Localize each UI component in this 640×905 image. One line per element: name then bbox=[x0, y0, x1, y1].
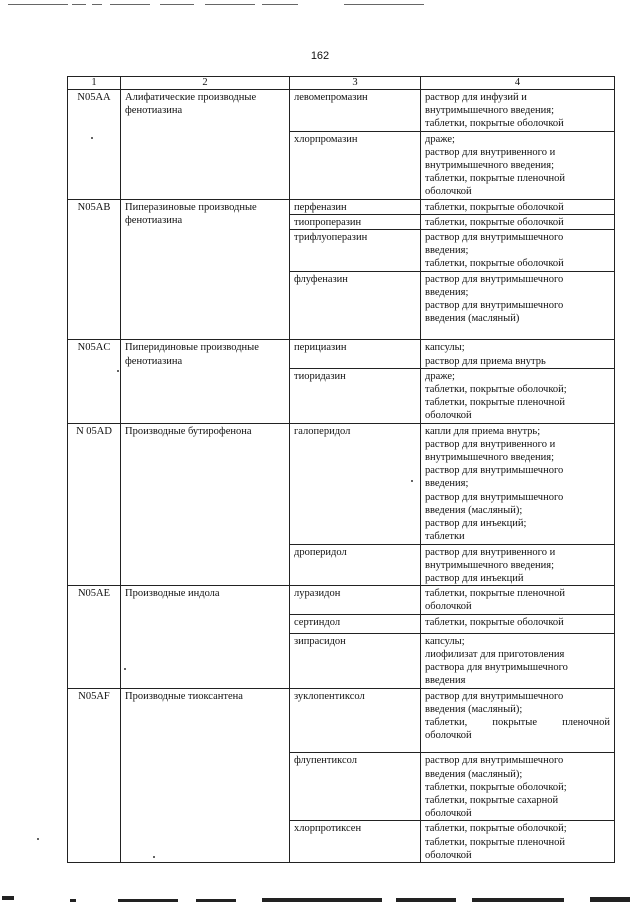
dosage-form-line: таблетки, покрытые пленочной bbox=[425, 836, 566, 848]
dosage-form-line: капсулы; bbox=[425, 635, 465, 647]
column-header-2: 2 bbox=[121, 77, 290, 90]
table-row bbox=[68, 586, 615, 614]
dosage-form-line: введения bbox=[425, 675, 466, 687]
dosage-form-line: таблетки, покрытые пленочной bbox=[425, 588, 566, 600]
atc-code: N05AA bbox=[68, 90, 121, 200]
dosage-forms bbox=[421, 586, 615, 614]
dosage-form-line: раствор для внутримышечного bbox=[425, 232, 564, 244]
dosage-form-line: таблетки, покрытые оболочкой bbox=[425, 118, 564, 130]
dosage-form-line: раствор для внутримышечного bbox=[425, 491, 564, 503]
dosage-form-line: введения (масляный) bbox=[425, 313, 520, 325]
drug-name: перициазин bbox=[290, 340, 421, 368]
column-header-3: 3 bbox=[290, 77, 421, 90]
dosage-form-line: оболочкой bbox=[425, 849, 472, 861]
dosage-form-line: капсулы; bbox=[425, 342, 465, 354]
dosage-form-line: оболочкой bbox=[425, 730, 472, 742]
scan-speck bbox=[117, 370, 119, 372]
table-row bbox=[68, 199, 615, 214]
dosage-forms bbox=[421, 633, 615, 688]
dosage-forms bbox=[421, 753, 615, 821]
dosage-form-line: таблетки, покрытые сахарной bbox=[425, 794, 559, 806]
dosage-form-line: внутримышечного введения; bbox=[425, 160, 555, 172]
column-header-1: 1 bbox=[68, 77, 121, 90]
dosage-form-line: капли для приема внутрь; bbox=[425, 425, 541, 437]
group-name: Производные бутирофенона bbox=[121, 423, 290, 585]
scan-speck bbox=[153, 856, 155, 858]
drug-name: луразидон bbox=[290, 586, 421, 614]
dosage-form-line: введения; bbox=[425, 478, 469, 490]
dosage-form-line: таблетки, покрытые оболочкой bbox=[425, 258, 564, 270]
dosage-form-line: раствор для внутривенного и bbox=[425, 546, 556, 558]
dosage-form-line: введения (масляный); bbox=[425, 504, 523, 516]
drug-name: зипрасидон bbox=[290, 633, 421, 688]
column-header-4: 4 bbox=[421, 77, 615, 90]
table-row bbox=[68, 423, 615, 544]
drug-name: тиопроперазин bbox=[290, 214, 421, 229]
dosage-form-line: раствор для внутривенного и bbox=[425, 438, 556, 450]
group-name: Производные тиоксантена bbox=[121, 688, 290, 862]
dosage-forms bbox=[421, 131, 615, 199]
group-name: Алифатические производные фенотиазина bbox=[121, 90, 290, 200]
dosage-form-line: введения; bbox=[425, 245, 469, 257]
dosage-forms bbox=[421, 368, 615, 423]
dosage-form-line: раствор для приема внутрь bbox=[425, 355, 546, 367]
dosage-forms bbox=[421, 544, 615, 586]
dosage-form-line: внутримышечного введения; bbox=[425, 105, 555, 117]
scan-speck bbox=[91, 137, 93, 139]
drug-name: зуклопентиксол bbox=[290, 688, 421, 753]
dosage-form-line: раствор для внутримышечного bbox=[425, 690, 564, 702]
header-row bbox=[68, 77, 615, 90]
drug-name: перфеназин bbox=[290, 199, 421, 214]
dosage-forms bbox=[421, 199, 615, 214]
dosage-form-line: таблетки, покрытые оболочкой bbox=[425, 616, 564, 628]
dosage-form-line: раствора для внутримышечного bbox=[425, 662, 568, 674]
drug-name: сертиндол bbox=[290, 614, 421, 633]
justified-word: покрытые bbox=[492, 716, 537, 728]
table-row bbox=[68, 340, 615, 368]
drug-name: хлорпротиксен bbox=[290, 821, 421, 863]
drug-name: дроперидол bbox=[290, 544, 421, 586]
scan-edge-bottom bbox=[0, 888, 640, 905]
dosage-form-line: введения; bbox=[425, 286, 469, 298]
dosage-form-line: оболочкой bbox=[425, 601, 472, 613]
dosage-form-line: раствор для внутримышечного bbox=[425, 300, 564, 312]
group-name: Пиперидиновые производные фенотиазина bbox=[121, 340, 290, 423]
dosage-form-line: раствор для инфузий и bbox=[425, 92, 527, 103]
group-name: Пиперазиновые производные фенотиазина bbox=[121, 199, 290, 340]
dosage-form-line: таблетки, покрытые пленочной bbox=[425, 173, 566, 185]
drug-name: хлорпромазин bbox=[290, 131, 421, 199]
dosage-forms bbox=[421, 821, 615, 863]
dosage-form-line: раствор для внутримышечного bbox=[425, 273, 564, 285]
dosage-form-line: таблетки, покрытые оболочкой bbox=[425, 216, 564, 228]
drug-name: флупентиксол bbox=[290, 753, 421, 821]
dosage-form-line: раствор для инъекций; bbox=[425, 518, 527, 530]
dosage-form-line: введения (масляный); bbox=[425, 703, 523, 715]
drug-name: трифлуоперазин bbox=[290, 230, 421, 272]
dosage-form-line: таблетки bbox=[425, 531, 465, 543]
dosage-form-line: драже; bbox=[425, 133, 455, 145]
scan-edge-top bbox=[0, 4, 640, 7]
scan-speck bbox=[124, 668, 126, 670]
dosage-form-line: таблетки, покрытые оболочкой; bbox=[425, 823, 567, 835]
atc-code: N 05AD bbox=[68, 423, 121, 585]
atc-code: N05AB bbox=[68, 199, 121, 340]
dosage-form-line: внутримышечного введения; bbox=[425, 559, 555, 571]
dosage-forms bbox=[421, 340, 615, 368]
dosage-forms bbox=[421, 614, 615, 633]
dosage-form-line: драже; bbox=[425, 370, 455, 382]
drug-table bbox=[67, 76, 615, 863]
dosage-form-line: раствор для инъекций bbox=[425, 572, 524, 584]
group-name: Производные индола bbox=[121, 586, 290, 688]
dosage-form-line: раствор для внутримышечного bbox=[425, 755, 564, 767]
atc-code: N05AC bbox=[68, 340, 121, 423]
dosage-forms bbox=[421, 688, 615, 753]
dosage-form-line: внутримышечного введения; bbox=[425, 452, 555, 464]
dosage-form-line: оболочкой bbox=[425, 808, 472, 820]
table-row bbox=[68, 688, 615, 753]
justified-word: пленочной bbox=[562, 716, 610, 728]
drug-name: галоперидол bbox=[290, 423, 421, 544]
dosage-form-line: таблетки, покрытые пленочной bbox=[425, 397, 566, 409]
dosage-forms bbox=[421, 90, 615, 132]
justified-word: таблетки, bbox=[425, 716, 468, 728]
dosage-form-line: лиофилизат для приготовления bbox=[425, 648, 565, 660]
dosage-forms bbox=[421, 230, 615, 272]
scan-speck bbox=[411, 480, 413, 482]
drug-name: левомепромазин bbox=[290, 90, 421, 132]
page-number: 162 bbox=[310, 50, 330, 62]
scan-speck bbox=[37, 838, 39, 840]
dosage-form-line: оболочкой bbox=[425, 410, 472, 422]
atc-code: N05AE bbox=[68, 586, 121, 688]
drug-name: флуфеназин bbox=[290, 271, 421, 340]
dosage-forms bbox=[421, 214, 615, 229]
dosage-forms bbox=[421, 423, 615, 544]
dosage-form-line: раствор для внутримышечного bbox=[425, 465, 564, 477]
dosage-form-line: раствор для внутривенного и bbox=[425, 146, 556, 158]
dosage-form-line bbox=[425, 716, 610, 729]
table-row bbox=[68, 90, 615, 132]
dosage-form-line: таблетки, покрытые оболочкой; bbox=[425, 384, 567, 396]
dosage-forms bbox=[421, 271, 615, 340]
dosage-form-line: таблетки, покрытые оболочкой bbox=[425, 201, 564, 213]
drug-name: тиоридазин bbox=[290, 368, 421, 423]
atc-code: N05AF bbox=[68, 688, 121, 862]
dosage-form-line: введения (масляный); bbox=[425, 768, 523, 780]
dosage-form-line: таблетки, покрытые оболочкой; bbox=[425, 781, 567, 793]
dosage-form-line: оболочкой bbox=[425, 186, 472, 198]
